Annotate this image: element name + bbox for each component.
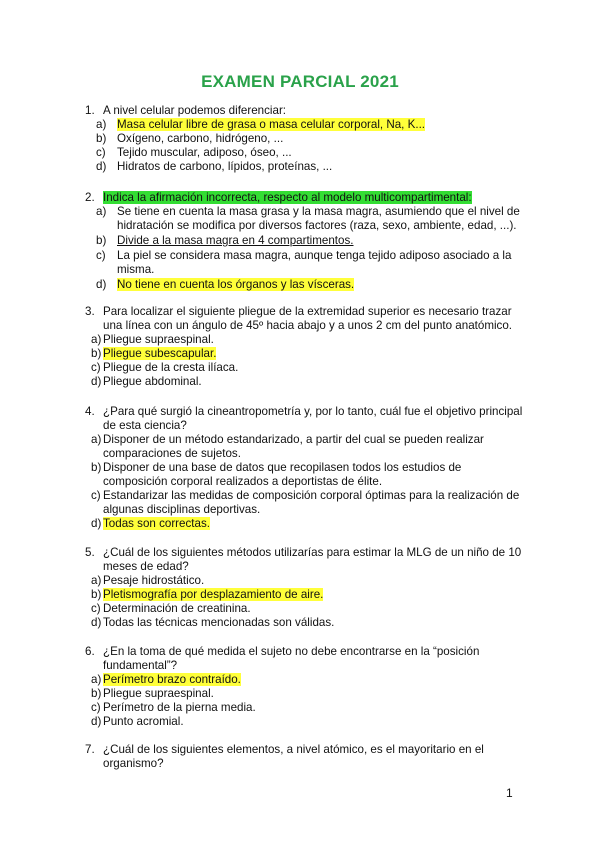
question-3-option-a: a) Pliegue supraespinal. [91,333,214,346]
question-6-stem: 6. ¿En la toma de qué medida el sujeto no debe encontrarse en la “posición fundamental”? [85,645,480,672]
question-2-option-a: a) Se tiene en cuenta la masa grasa y la masa magra, asumiendo que el nivel de hidratación se modifica por diversos factores (raza, sexo, ambiente, edad, ...). [96,205,520,232]
question-3 [85,305,525,389]
question-6-option-d: d) Punto acromial. [91,715,184,728]
question-4-option-b: b) Disponer de una base de datos que recopilasen todos los estudios de composición corporal realizados a deportistas de élite. [91,461,462,488]
page-title: EXAMEN PARCIAL 2021 [201,72,399,91]
question-1-option-a: a) Masa celular libre de grasa o masa celular corporal, Na, K... [96,118,426,131]
question-7 [85,743,525,771]
question-5-option-c: c) Determinación de creatinina. [91,602,251,615]
question-4-option-d: d) Todas son correctas. [91,517,210,530]
question-6-option-b: b) Pliegue supraespinal. [91,687,214,700]
question-3-stem: 3. Para localizar el siguiente pliegue de la extremidad superior es necesario trazar una línea con un ángulo de 45º hacia abajo y a unos 2 cm del punto anatómico. [85,305,513,332]
question-5-option-d: d) Todas las técnicas mencionadas son válidas. [91,616,335,629]
question-1-option-c: c) Tejido muscular, adiposo, óseo, ... [96,146,292,159]
question-5-stem: 5. ¿Cuál de los siguientes métodos utilizarías para estimar la MLG de un niño de 10 meses de edad? [85,546,522,573]
question-3-option-c: c) Pliegue de la cresta ilíaca. [91,361,239,374]
question-5-option-b: b) Pletismografía por desplazamiento de aire. [91,588,324,601]
question-2 [85,191,525,292]
question-4-option-a: a) Disponer de un método estandarizado, a partir del cual se pueden realizar comparaciones de sujetos. [91,433,484,460]
question-4 [85,405,525,531]
question-1-stem: 1. A nivel celular podemos diferenciar: [85,104,287,117]
question-2-option-c: c) La piel se considera masa magra, aunque tenga tejido adiposo asociado a la misma. [96,249,512,276]
question-7-stem: 7. ¿Cuál de los siguientes elementos, a nivel atómico, es el mayoritario en el organismo? [85,743,484,770]
question-6-option-c: c) Perímetro de la pierna media. [91,701,256,714]
question-1-option-d: d) Hidratos de carbono, lípidos, proteínas, ... [96,160,333,173]
question-1-option-b: b) Oxígeno, carbono, hidrógeno, ... [96,132,284,145]
question-2-option-b: b) Divide a la masa magra en 4 compartimentos. [96,234,354,247]
question-5 [85,546,525,630]
page-number: 1 [506,786,513,800]
question-2-option-d: d) No tiene en cuenta los órganos y las vísceras. [96,278,355,291]
question-3-option-b: b) Pliegue subescapular. [91,347,217,360]
question-3-option-d: d) Pliegue abdominal. [91,375,202,388]
question-6-option-a: a) Perímetro brazo contraído. [91,673,241,686]
question-6 [85,645,525,729]
question-4-stem: 4. ¿Para qué surgió la cineantropometría y, por lo tanto, cuál fue el objetivo principal de esta ciencia? [85,405,523,432]
question-4-option-c: c) Estandarizar las medidas de composición corporal óptimas para la realización de algunas disciplinas deportivas. [91,489,520,516]
question-1 [85,104,525,174]
question-2-stem: 2. Indica la afirmación incorrecta, respecto al modelo multicompartimental: [85,191,472,204]
question-5-option-a: a) Pesaje hidrostático. [91,574,205,587]
